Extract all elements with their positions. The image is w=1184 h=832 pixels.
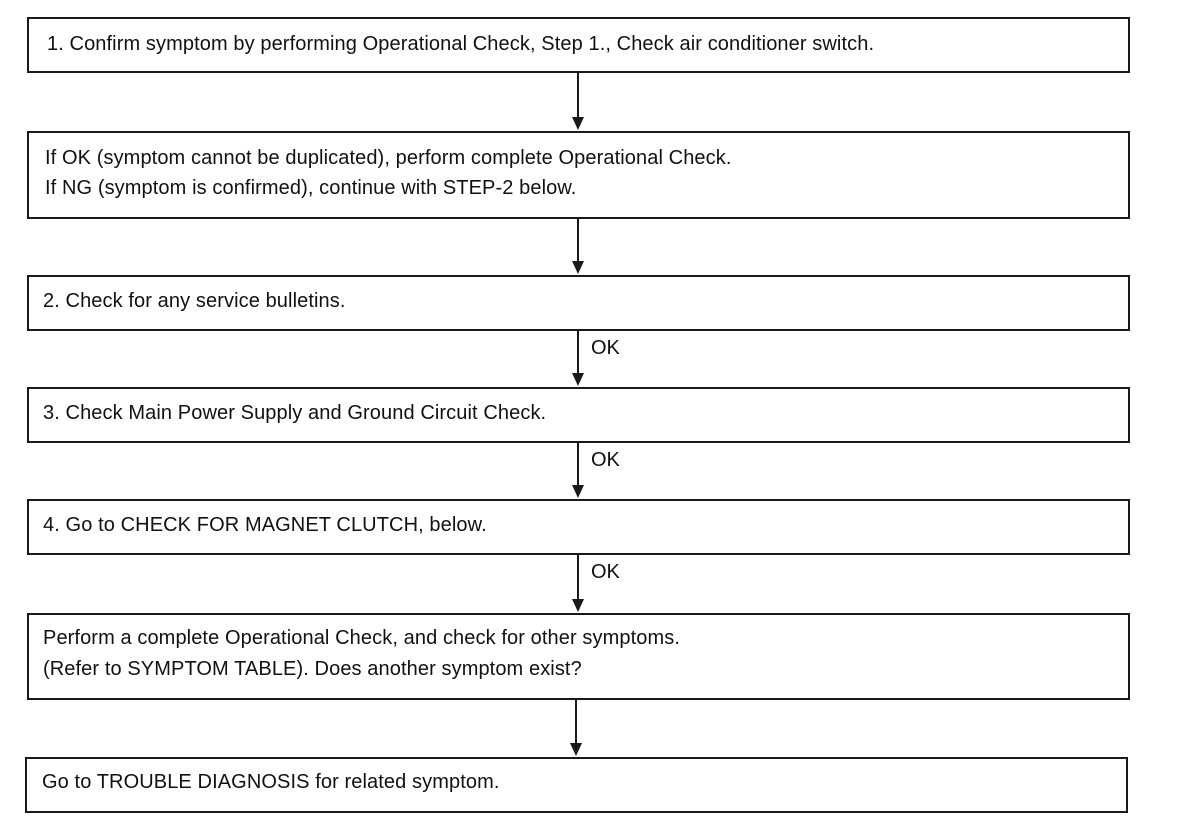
step-1-text: 1. Confirm symptom by performing Operational Check, Step 1., Check air conditioner switch. (47, 33, 875, 55)
connector-3-ok-label: OK (591, 337, 620, 359)
step-1-box (27, 17, 1130, 73)
step-5-box (27, 613, 1130, 700)
step-3-text: 3. Check Main Power Supply and Ground Circuit Check. (43, 402, 547, 424)
connector-arrow-6 (568, 700, 588, 757)
connector-arrow-1 (570, 73, 590, 131)
connector-4-ok-label: OK (591, 449, 620, 471)
step-1-result-ok-text: If OK (symptom cannot be duplicated), perform complete Operational Check. (45, 147, 732, 169)
step-1-result-box (27, 131, 1130, 219)
connector-arrow-4 (570, 443, 590, 499)
connector-arrow-2 (570, 219, 590, 275)
step-4-box (27, 499, 1130, 555)
step-6-text: Go to TROUBLE DIAGNOSIS for related symptom. (42, 771, 500, 793)
connector-arrow-5 (570, 555, 590, 613)
connector-arrow-3 (570, 331, 590, 387)
step-2-box (27, 275, 1130, 331)
connector-5-ok-label: OK (591, 561, 620, 583)
step-5-text-line-2: (Refer to SYMPTOM TABLE). Does another symptom exist? (43, 658, 582, 680)
step-4-text: 4. Go to CHECK FOR MAGNET CLUTCH, below. (43, 514, 487, 536)
step-3-box (27, 387, 1130, 443)
step-2-text: 2. Check for any service bulletins. (43, 290, 346, 312)
step-6-box (25, 757, 1128, 813)
step-1-result-ng-text: If NG (symptom is confirmed), continue with STEP-2 below. (45, 177, 577, 199)
step-5-text-line-1: Perform a complete Operational Check, and check for other symptoms. (43, 627, 680, 649)
